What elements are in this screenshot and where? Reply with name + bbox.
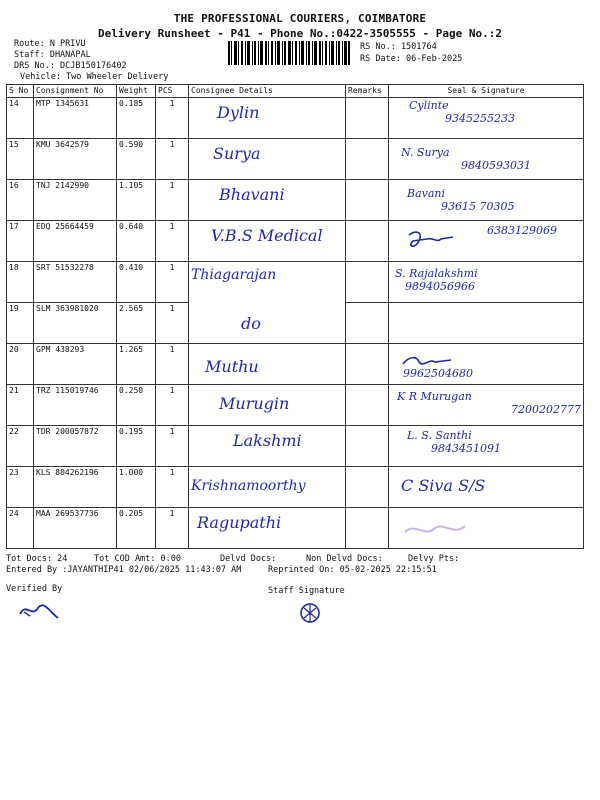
cell-consignment: SLM 363981020 (34, 303, 117, 344)
handwritten-name: V.B.S Medical (211, 226, 323, 245)
vehicle-text: Vehicle: Two Wheeler Delivery (20, 72, 169, 82)
cell-pcs: 1 (156, 508, 189, 549)
table-row (7, 221, 584, 262)
delvy-pts-text: Delvy Pts: (408, 554, 460, 564)
cell-sno: 15 (7, 139, 34, 180)
cell-sno: 18 (7, 262, 34, 303)
cell-weight: 1.265 (117, 344, 156, 385)
cell-sno: 19 (7, 303, 34, 344)
table-row (7, 508, 584, 549)
signature-phone: 93615 70305 (441, 200, 515, 213)
cell-consignee (189, 98, 346, 139)
cell-consignment: SRT 51532278 (34, 262, 117, 303)
route-text: Route: N PRIVU (14, 39, 86, 49)
handwritten-name: Lakshmi (233, 431, 302, 450)
cell-seal (389, 467, 584, 508)
staff-signature-label: Staff Signature (268, 586, 345, 596)
col-header-consignment: Consignment No (34, 85, 117, 98)
signature-phone: 9843451091 (431, 442, 501, 455)
cell-weight: 1.105 (117, 180, 156, 221)
tot-docs-text: Tot Docs: 24 (6, 554, 68, 564)
table-row (7, 385, 584, 426)
signature-text: Cylinte (409, 99, 449, 112)
cell-seal (389, 98, 584, 139)
handwritten-name: Thiagarajan (191, 267, 277, 283)
cell-pcs: 1 (156, 180, 189, 221)
cell-consignee (189, 385, 346, 426)
cell-remarks (346, 262, 389, 303)
cell-seal (389, 180, 584, 221)
cell-seal (389, 385, 584, 426)
cell-remarks (346, 426, 389, 467)
cell-remarks (346, 303, 389, 344)
cell-sno: 22 (7, 426, 34, 467)
cell-consignment: MAA 269537736 (34, 508, 117, 549)
cell-pcs: 1 (156, 262, 189, 303)
table-row (7, 344, 584, 385)
barcode-icon (228, 41, 350, 65)
cell-remarks (346, 344, 389, 385)
drs-text: DRS No.: DCJB150176402 (14, 61, 127, 71)
cell-weight: 0.250 (117, 385, 156, 426)
signature-phone: 9962504680 (403, 367, 473, 380)
cell-weight: 0.640 (117, 221, 156, 262)
cell-sno: 23 (7, 467, 34, 508)
tot-cod-text: Tot COD Amt: 0.00 (94, 554, 181, 564)
cell-consignment: KMU 3642579 (34, 139, 117, 180)
signature-text: C Siva S/S (401, 476, 486, 495)
cell-consignee (189, 139, 346, 180)
cell-consignee (189, 180, 346, 221)
cell-sno: 20 (7, 344, 34, 385)
cell-seal (389, 139, 584, 180)
handwritten-name: Muthu (205, 357, 259, 376)
handwritten-name: Bhavani (219, 185, 285, 204)
col-header-consignee: Consignee Details (189, 85, 346, 98)
cell-weight: 2.565 (117, 303, 156, 344)
col-header-pcs: PCS (156, 85, 189, 98)
cell-remarks (346, 221, 389, 262)
signature-scribble-icon (399, 354, 459, 370)
runsheet-table (6, 84, 584, 549)
signature-phone: 9894056966 (405, 280, 475, 293)
signature-text: L. S. Santhi (407, 429, 472, 442)
col-header-seal: Seal & Signature (389, 85, 584, 98)
reprinted-on-text: Reprinted On: 05-02-2025 22:15:51 (268, 565, 437, 575)
staff-text: Staff: DHANAPAL (14, 50, 91, 60)
table-row (7, 139, 584, 180)
signature-text: S. Rajalakshmi (395, 267, 478, 280)
cell-consignment: MTP 1345631 (34, 98, 117, 139)
table-row (7, 180, 584, 221)
cell-consignee (189, 467, 346, 508)
table-row (7, 98, 584, 139)
cell-remarks (346, 467, 389, 508)
cell-consignee (189, 262, 346, 303)
cell-sno: 16 (7, 180, 34, 221)
cell-consignee (189, 508, 346, 549)
cell-pcs: 1 (156, 303, 189, 344)
cell-weight: 0.410 (117, 262, 156, 303)
cell-pcs: 1 (156, 344, 189, 385)
cell-remarks (346, 139, 389, 180)
cell-weight: 1.000 (117, 467, 156, 508)
cell-sno: 21 (7, 385, 34, 426)
runsheet-subtitle: Delivery Runsheet - P41 - Phone No.:0422-3505555 - Page No.:2 (98, 27, 502, 40)
handwritten-name: Krishnamoorthy (191, 478, 306, 494)
cell-consignment: TNJ 2142990 (34, 180, 117, 221)
handwritten-name: Dylin (217, 103, 260, 122)
verified-signature-icon (16, 598, 62, 622)
cell-pcs: 1 (156, 467, 189, 508)
cell-pcs: 1 (156, 385, 189, 426)
cell-seal (389, 303, 584, 344)
cell-remarks (346, 180, 389, 221)
signature-text: Bavani (407, 187, 446, 200)
signature-phone: 6383129069 (487, 224, 557, 237)
cell-consignment: EDQ 25664459 (34, 221, 117, 262)
signature-phone: 7200202777 (511, 403, 581, 416)
signature-phone: 9345255233 (445, 112, 515, 125)
cell-sno: 14 (7, 98, 34, 139)
cell-remarks (346, 385, 389, 426)
handwritten-name: Surya (213, 144, 261, 163)
cell-consignee (189, 221, 346, 262)
staff-signature-icon (296, 600, 326, 626)
signature-phone: 9840593031 (461, 159, 531, 172)
cell-pcs: 1 (156, 139, 189, 180)
cell-seal (389, 344, 584, 385)
faded-stamp-icon (401, 518, 471, 542)
rs-no-text: RS No.: 1501764 (360, 42, 437, 52)
table-row (7, 467, 584, 508)
cell-consignment: TRZ 115019746 (34, 385, 117, 426)
delvd-docs-text: Delvd Docs: (220, 554, 277, 564)
table-row (7, 303, 584, 344)
cell-consignment: GPM 438293 (34, 344, 117, 385)
cell-consignee (189, 426, 346, 467)
cell-consignment: KLS 804262196 (34, 467, 117, 508)
cell-weight: 0.195 (117, 426, 156, 467)
handwritten-name: Murugin (219, 394, 290, 413)
cell-remarks (346, 98, 389, 139)
cell-pcs: 1 (156, 426, 189, 467)
cell-seal (389, 221, 584, 262)
table-row (7, 262, 584, 303)
col-header-weight: Weight (117, 85, 156, 98)
cell-seal (389, 262, 584, 303)
signature-text: K R Murugan (397, 390, 472, 403)
cell-weight: 0.205 (117, 508, 156, 549)
verified-by-label: Verified By (6, 584, 63, 594)
company-title: THE PROFESSIONAL COURIERS, COIMBATORE (173, 12, 427, 25)
cell-seal (389, 426, 584, 467)
table-header-row (7, 85, 584, 98)
cell-pcs: 1 (156, 98, 189, 139)
entered-by-text: Entered By :JAYANTHIP41 02/06/2025 11:43:07 AM (6, 565, 242, 575)
cell-weight: 0.590 (117, 139, 156, 180)
cell-seal (389, 508, 584, 549)
rs-date-text: RS Date: 06-Feb-2025 (360, 54, 463, 64)
cell-weight: 0.185 (117, 98, 156, 139)
non-delvd-docs-text: Non Delvd Docs: (306, 554, 383, 564)
signature-text: N. Surya (401, 146, 450, 159)
cell-consignment: TDR 200057872 (34, 426, 117, 467)
cell-sno: 24 (7, 508, 34, 549)
cell-consignee (189, 344, 346, 385)
cell-remarks (346, 508, 389, 549)
signature-scribble-icon (403, 227, 463, 253)
cell-pcs: 1 (156, 221, 189, 262)
handwritten-name: do (241, 313, 261, 333)
cell-sno: 17 (7, 221, 34, 262)
handwritten-name: Ragupathi (197, 513, 282, 532)
cell-consignee (189, 303, 346, 344)
col-header-sno: S No (7, 85, 34, 98)
col-header-remarks: Remarks (346, 85, 389, 98)
table-row (7, 426, 584, 467)
